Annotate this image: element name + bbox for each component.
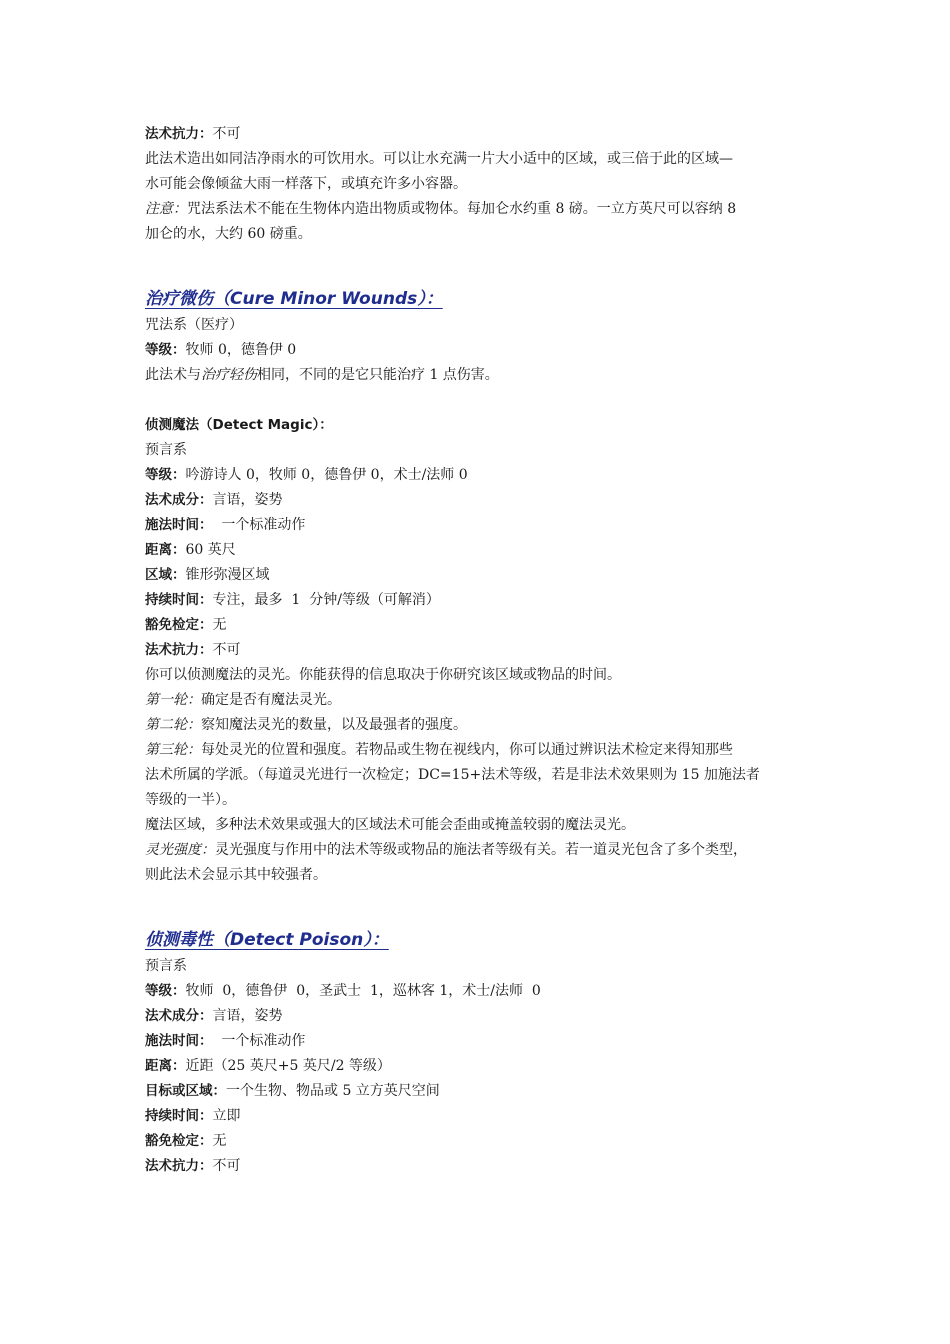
spell-heading-cure-minor-wounds: 治疗微伤（Cure Minor Wounds）： — [145, 289, 443, 309]
field-value: 言语，姿势 — [212, 492, 283, 508]
field-label: 法术抗力： — [145, 642, 213, 658]
spell-duration-row — [145, 1104, 815, 1129]
round-label: 第二轮： — [145, 717, 201, 733]
round-line: 等级的一半）。 — [145, 792, 236, 808]
field-value: 牧师 0，德鲁伊 0 — [185, 342, 297, 358]
round-text: 察知魔法灵光的数量，以及最强者的强度。 — [201, 717, 467, 733]
spell-save-row — [145, 613, 815, 638]
aura-line — [145, 838, 815, 863]
field-label: 施法时间： — [145, 517, 213, 533]
description-text: 相同，不同的是它只能治疗 1 点伤害。 — [257, 367, 499, 383]
spacer — [145, 247, 815, 285]
description-text: 此法术与 — [145, 367, 201, 383]
field-value: 牧师 0，德鲁伊 0，圣武士 1，巡林客 1，术士/法师 0 — [185, 983, 541, 999]
aura-line: 则此法术会显示其中较强者。 — [145, 867, 327, 883]
field-label: 持续时间： — [145, 1108, 213, 1124]
round-line — [145, 688, 815, 713]
spell-school: 预言系 — [145, 958, 187, 974]
field-label: 持续时间： — [145, 592, 213, 608]
field-label: 法术抗力： — [145, 1158, 213, 1174]
note-line — [145, 197, 815, 222]
spell-components-row — [145, 1004, 815, 1029]
field-value: 不可 — [212, 1158, 241, 1174]
field-value: 一个标准动作 — [212, 517, 306, 533]
spell-range-row — [145, 538, 815, 563]
spell-save-row — [145, 1129, 815, 1154]
field-label: 施法时间： — [145, 1033, 213, 1049]
field-value: 吟游诗人 0，牧师 0，德鲁伊 0，术士/法师 0 — [185, 467, 468, 483]
field-label: 豁免检定： — [145, 1133, 213, 1149]
field-label: 豁免检定： — [145, 617, 213, 633]
round-line: 法术所属的学派。（每道灵光进行一次检定；DC=15+法术等级，若是非法术效果则为 15 加施法者 — [145, 767, 760, 783]
field-value: 无 — [212, 617, 227, 633]
field-value: 专注，最多 1 分钟/等级（可解消） — [212, 592, 440, 608]
field-label: 等级： — [145, 342, 186, 358]
field-label: 目标或区域： — [145, 1083, 226, 1099]
spell-casting-time-row — [145, 513, 815, 538]
note-label: 注意： — [145, 201, 187, 217]
spell-reference: 治疗轻伤 — [201, 367, 257, 383]
field-value: 立即 — [212, 1108, 241, 1124]
spell-area-row — [145, 563, 815, 588]
round-text: 每处灵光的位置和强度。若物品或生物在视线内，你可以通过辨识法术检定来得知那些 — [201, 742, 733, 758]
round-text: 确定是否有魔法灵光。 — [201, 692, 341, 708]
spell-school: 预言系 — [145, 442, 187, 458]
round-line — [145, 713, 815, 738]
note-text: 咒法系法术不能在生物体内造出物质或物体。每加仑水约重 8 磅。一立方英尺可以容纳 8 — [187, 201, 737, 217]
description-line: 此法术造出如同洁净雨水的可饮用水。可以让水充满一片大小适中的区域，或三倍于此的区域— — [145, 151, 733, 167]
spell-duration-row — [145, 588, 815, 613]
spacer — [145, 388, 815, 413]
spell-resistance-row — [145, 638, 815, 663]
field-value: 锥形弥漫区域 — [185, 567, 270, 583]
spell-school: 咒法系（医疗） — [145, 317, 243, 333]
document-page — [145, 122, 815, 1179]
spell-components-row — [145, 488, 815, 513]
description-line: 魔法区域，多种法术效果或强大的区域法术可能会歪曲或掩盖较弱的魔法灵光。 — [145, 817, 635, 833]
field-value: 一个标准动作 — [212, 1033, 306, 1049]
spell-heading-detect-poison: 侦测毒性（Detect Poison）： — [145, 930, 389, 950]
spell-range-row — [145, 1054, 815, 1079]
field-label: 法术抗力： — [145, 126, 213, 142]
field-label: 区域： — [145, 567, 186, 583]
spell-level-row — [145, 463, 815, 488]
note-line: 加仑的水，大约 60 磅重。 — [145, 226, 312, 242]
spell-resistance-row — [145, 122, 815, 147]
spell-resistance-row — [145, 1154, 815, 1179]
field-label: 距离： — [145, 542, 186, 558]
field-value: 不可 — [212, 642, 241, 658]
spell-level-row — [145, 338, 815, 363]
spell-target-row — [145, 1079, 815, 1104]
spell-heading-detect-magic: 侦测魔法（Detect Magic）： — [145, 417, 333, 433]
field-label: 等级： — [145, 467, 186, 483]
aura-text: 灵光强度与作用中的法术等级或物品的施法者等级有关。若一道灵光包含了多个类型， — [215, 842, 747, 858]
aura-label: 灵光强度： — [145, 842, 215, 858]
spell-level-row — [145, 979, 815, 1004]
field-value: 近距（25 英尺+5 英尺/2 等级） — [185, 1058, 391, 1074]
field-value: 60 英尺 — [185, 542, 236, 558]
spell-casting-time-row — [145, 1029, 815, 1054]
description-line: 你可以侦测魔法的灵光。你能获得的信息取决于你研究该区域或物品的时间。 — [145, 667, 621, 683]
field-label: 法术成分： — [145, 1008, 213, 1024]
field-label: 等级： — [145, 983, 186, 999]
round-label: 第三轮： — [145, 742, 201, 758]
field-value: 无 — [212, 1133, 227, 1149]
field-value: 一个生物、物品或 5 立方英尺空间 — [226, 1083, 440, 1099]
field-value: 不可 — [212, 126, 241, 142]
description-line: 水可能会像倾盆大雨一样落下，或填充许多小容器。 — [145, 176, 467, 192]
round-line — [145, 738, 815, 763]
spacer — [145, 888, 815, 926]
description-line — [145, 363, 815, 388]
field-value: 言语，姿势 — [212, 1008, 283, 1024]
field-label: 法术成分： — [145, 492, 213, 508]
field-label: 距离： — [145, 1058, 186, 1074]
round-label: 第一轮： — [145, 692, 201, 708]
